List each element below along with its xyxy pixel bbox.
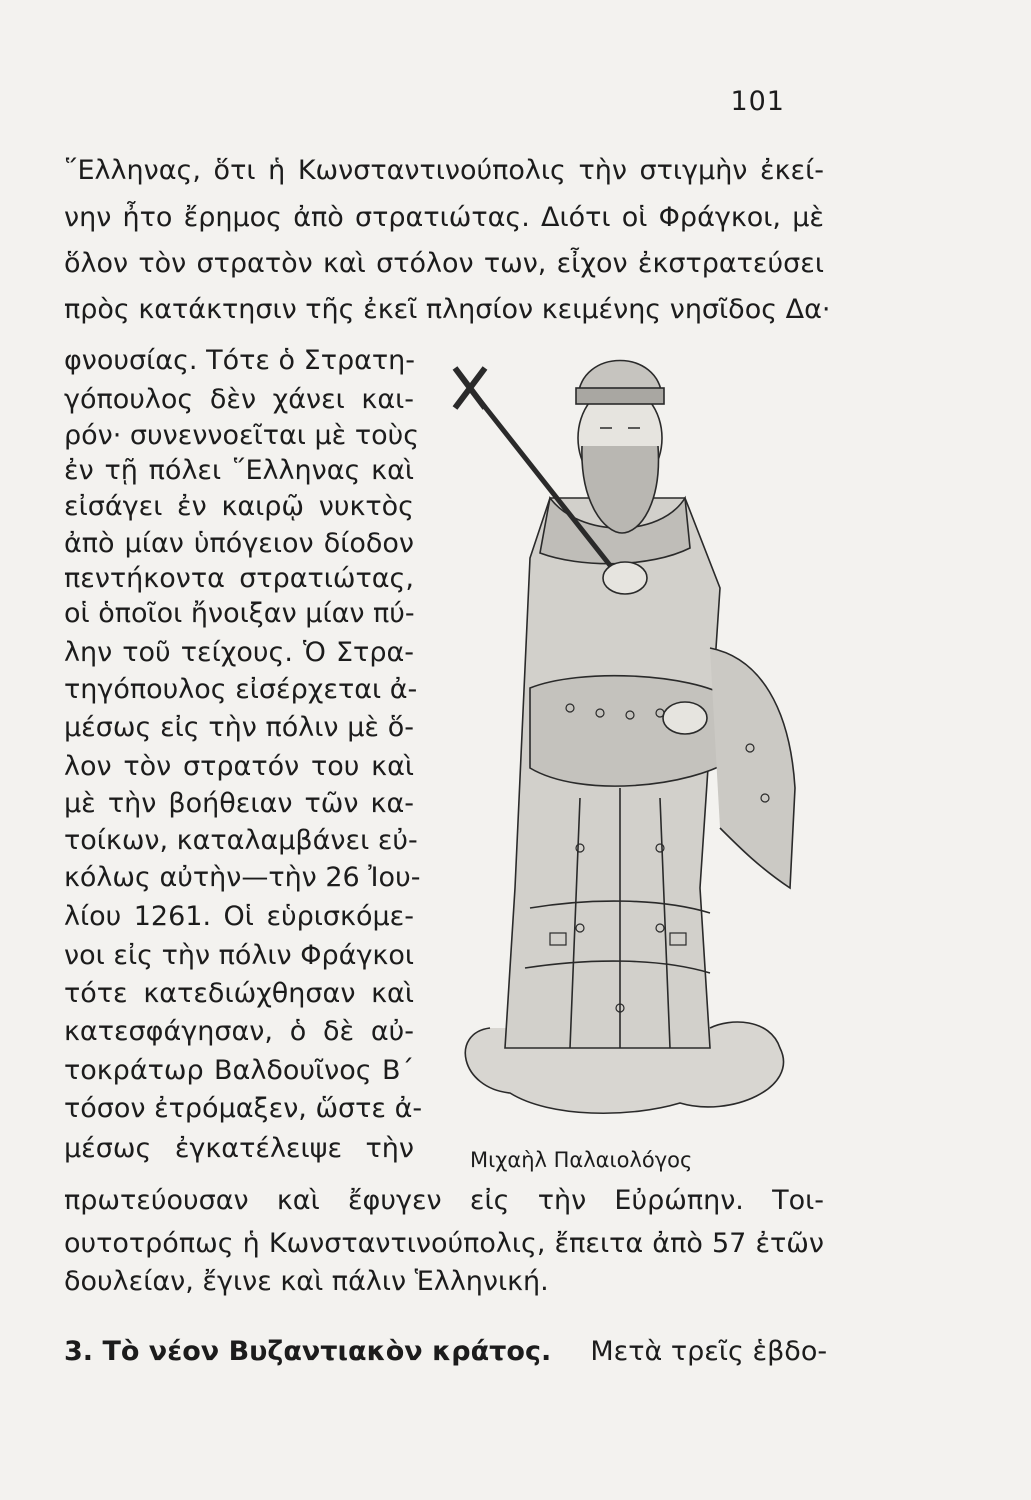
section-title: 3. Τὸ νέον Βυζαντιακὸν κράτος. xyxy=(64,1336,552,1367)
text-line: κόλως αὐτὴν—τὴν 26 Ἰου- xyxy=(64,862,421,893)
text-line: μέσως εἰς τὴν πόλιν μὲ ὅ- xyxy=(64,712,414,743)
text-line: τηγόπουλος εἰσέρχεται ἀ- xyxy=(64,674,418,705)
text-line: τότε κατεδιώχθησαν καὶ xyxy=(64,978,414,1009)
text-line: πρὸς κατάκτησιν τῆς ἐκεῖ πλησίον κειμένης νησῖδος Δα· xyxy=(64,294,831,325)
text-line: γόπουλος δὲν χάνει και- xyxy=(64,384,414,415)
text-line: μέσως ἐγκατέλειψε τὴν xyxy=(64,1133,414,1164)
text-line: ἐν τῇ πόλει ῞Ελληνας καὶ xyxy=(64,455,414,486)
text-line: φνουσίας. Τότε ὁ Στρατη- xyxy=(64,345,415,376)
figure-caption: Μιχαὴλ Παλαιολόγος xyxy=(470,1148,693,1172)
text-line: πεντήκοντα στρατιώτας, xyxy=(64,563,414,594)
text-line: νην ἦτο ἔρημος ἀπὸ στρατιώτας. Διότι οἱ Φράγκοι, μὲ xyxy=(64,202,824,233)
text-line: ὅλον τὸν στρατὸν καὶ στόλον των, εἶχον ἐκστρατεύσει xyxy=(64,248,824,279)
text-line: εἰσάγει ἐν καιρῷ νυκτὸς xyxy=(64,491,414,522)
page-number: 101 xyxy=(730,86,785,117)
text-line: δουλείαν, ἔγινε καὶ πάλιν Ἑλληνική. xyxy=(64,1266,549,1297)
text-line: πρωτεύουσαν καὶ ἔφυγεν εἰς τὴν Εὐρώπην. Τοι- xyxy=(64,1185,824,1216)
emperor-illustration xyxy=(430,328,810,1138)
text-line: λην τοῦ τείχους. Ὁ Στρα- xyxy=(64,637,414,668)
section-heading xyxy=(64,1336,827,1367)
text-line: ἀπὸ μίαν ὑπόγειον δίοδον xyxy=(64,528,414,559)
text-line: ουτοτρόπως ἡ Κωνσταντινούπολις, ἔπειτα ἀπὸ 57 ἐτῶν xyxy=(64,1228,824,1259)
text-line: ῞Ελληνας, ὅτι ἡ Κωνσταντινούπολις τὴν στιγμὴν ἐκεί- xyxy=(64,155,824,186)
text-line: μὲ τὴν βοήθειαν τῶν κα- xyxy=(64,788,414,819)
text-line: τοίκων, καταλαμβάνει εὐ- xyxy=(64,825,418,856)
section-continuation: Μετὰ τρεῖς ἑβδο- xyxy=(590,1336,828,1367)
text-line: τόσον ἐτρόμαξεν, ὥστε ἀ- xyxy=(64,1093,423,1124)
text-line: νοι εἰς τὴν πόλιν Φράγκοι xyxy=(64,940,414,971)
text-line: τοκράτωρ Βαλδουῖνος Β΄ xyxy=(64,1055,414,1086)
text-line: κατεσφάγησαν, ὁ δὲ αὐ- xyxy=(64,1016,414,1047)
text-line: οἱ ὁποῖοι ἤνοιξαν μίαν πύ- xyxy=(64,598,415,629)
text-line: ρόν· συνεννοεῖται μὲ τοὺς xyxy=(64,420,420,451)
text-line: λίου 1261. Οἱ εὑρισκόμε- xyxy=(64,901,414,932)
text-line: λον τὸν στρατόν του καὶ xyxy=(64,751,414,782)
